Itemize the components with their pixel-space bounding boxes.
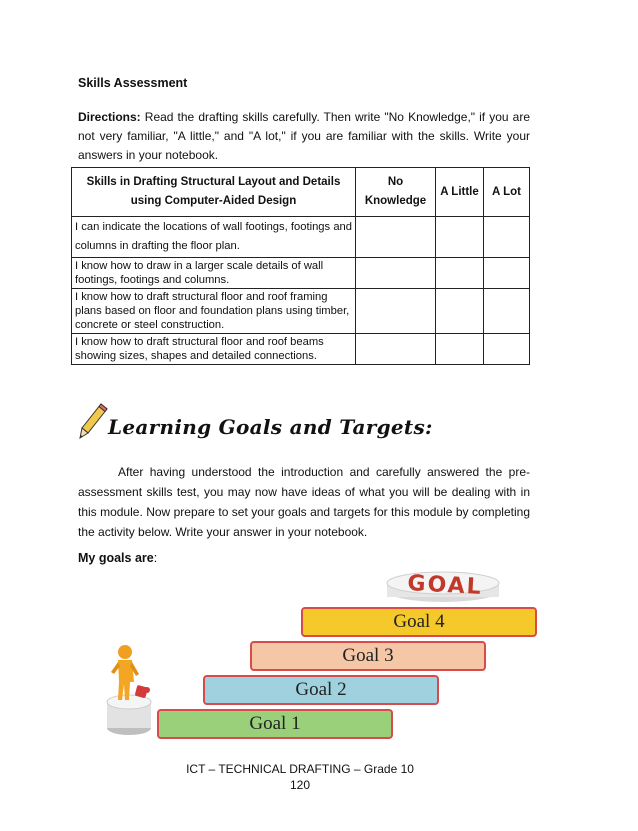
- goal-1-step: [157, 709, 393, 739]
- goal-3-label: Goal 3: [342, 645, 394, 666]
- goals-label-bold: My goals are: [78, 551, 154, 565]
- person-on-pedestal-icon: [101, 640, 161, 742]
- answer-cell-no-knowledge[interactable]: [356, 217, 436, 258]
- answer-cell-a-lot[interactable]: [484, 217, 530, 258]
- goal-badge: [381, 561, 511, 605]
- answer-cell-a-lot[interactable]: [484, 289, 530, 334]
- pencil-icon: [79, 402, 109, 440]
- skill-cell: I know how to draft structural floor and roof beams showing sizes, shapes and detailed connections.: [72, 334, 356, 365]
- footer-course-line: ICT – TECHNICAL DRAFTING – Grade 10: [186, 762, 414, 776]
- learning-goals-title: Learning Goals and Targets:: [108, 415, 433, 439]
- goal-2-label: Goal 2: [295, 679, 347, 700]
- table-row: [72, 289, 530, 334]
- table-header-row: [72, 168, 530, 217]
- answer-cell-a-little[interactable]: [436, 289, 484, 334]
- directions-text: Read the drafting skills carefully. Then write "No Knowledge," if you are not very familiar, "A little," and "A lot," if you are familiar with the skills. Write your answers in your notebook.: [78, 110, 530, 162]
- header-a-little: A Little: [436, 168, 484, 217]
- goals-label: [78, 551, 157, 565]
- goals-label-suffix: :: [153, 551, 158, 565]
- answer-cell-a-little[interactable]: [436, 334, 484, 365]
- header-no-knowledge: No Knowledge: [356, 168, 436, 217]
- table-row: [72, 258, 530, 289]
- goal-2-step: [203, 675, 439, 705]
- table-row: [72, 334, 530, 365]
- goal-4-step: [301, 607, 537, 637]
- answer-cell-no-knowledge[interactable]: [356, 289, 436, 334]
- intro-paragraph: After having understood the introduction and carefully answered the pre- assessment skills test, you may now have ideas of what you will be dealing with in this module. Now prepare to set your goals and targets for this module by completing the activity below. Write your answer in your notebook.: [78, 465, 530, 539]
- answer-cell-a-lot[interactable]: [484, 258, 530, 289]
- skill-cell: I know how to draft structural floor and roof framing plans based on floor and foundation plans using timber, concrete or steel construction.: [72, 289, 356, 334]
- skills-table: [71, 167, 530, 365]
- goal-3-step: [250, 641, 486, 671]
- answer-cell-a-little[interactable]: [436, 217, 484, 258]
- answer-cell-no-knowledge[interactable]: [356, 258, 436, 289]
- footer-page-number: 120: [289, 778, 311, 792]
- goal-4-label: Goal 4: [393, 611, 445, 632]
- skill-cell: I know how to draw in a larger scale details of wall footings, footings and columns.: [72, 258, 356, 289]
- header-skills: Skills in Drafting Structural Layout and Details using Computer-Aided Design: [72, 168, 356, 217]
- directions-paragraph: [78, 108, 530, 165]
- answer-cell-a-lot[interactable]: [484, 334, 530, 365]
- goal-badge-text: GOAL: [406, 571, 484, 600]
- header-a-lot: A Lot: [484, 168, 530, 217]
- skill-cell: I can indicate the locations of wall footings, footings and columns in drafting the floor plan.: [72, 217, 356, 258]
- directions-label: Directions:: [78, 110, 141, 124]
- answer-cell-a-little[interactable]: [436, 258, 484, 289]
- table-row: [72, 217, 530, 258]
- answer-cell-no-knowledge[interactable]: [356, 334, 436, 365]
- goal-1-label: Goal 1: [249, 713, 301, 734]
- section-title: Skills Assessment: [78, 76, 188, 90]
